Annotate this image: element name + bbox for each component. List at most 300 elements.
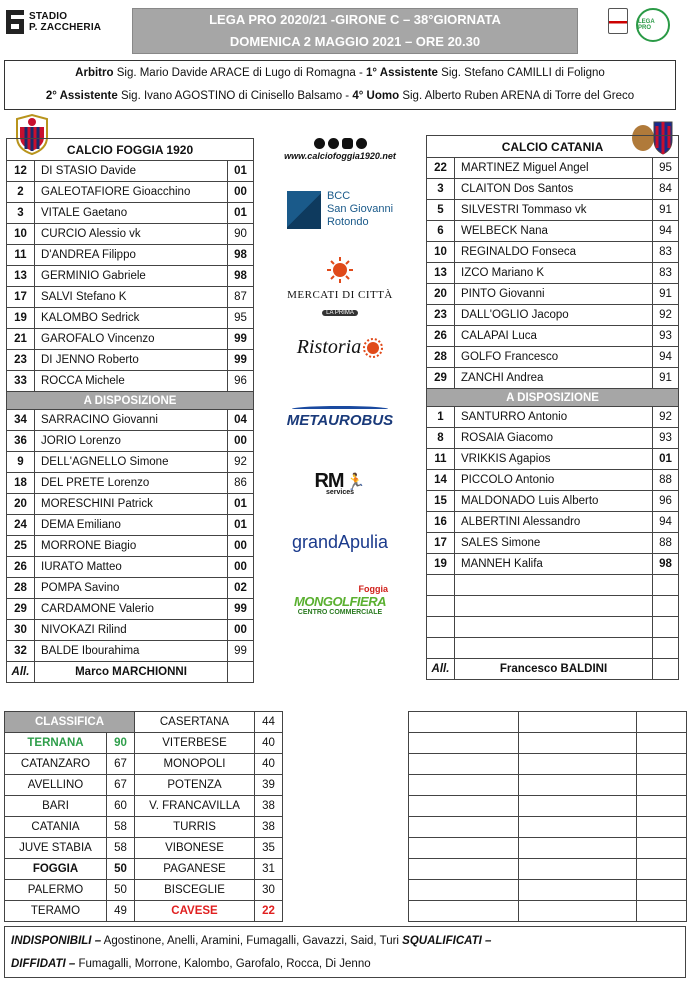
unavailable-line: INDISPONIBILI – Agostinone, Anelli, Aramini, Fumagalli, Gavazzi, Said, Turi SQUALIFICATI – (11, 935, 492, 947)
player-row (7, 350, 254, 371)
standings-row (5, 859, 283, 880)
instagram-icon (342, 138, 353, 149)
blank-cell (519, 754, 637, 775)
team-name: VITERBESE (135, 733, 255, 754)
blank-cell (637, 901, 687, 922)
player-name: ZANCHI Andrea (455, 368, 653, 389)
blank-cell (409, 859, 519, 880)
player-name: DI JENNO Roberto (35, 350, 228, 371)
substitute-row (7, 641, 254, 662)
substitute-row (427, 533, 679, 554)
player-name: IZCO Mariano K (455, 263, 653, 284)
shirt-number: 13 (7, 266, 35, 287)
blank-cell (519, 817, 637, 838)
blank-cell (519, 796, 637, 817)
birth-year: 88 (653, 470, 679, 491)
birth-year: 94 (653, 221, 679, 242)
shirt-number: 16 (427, 512, 455, 533)
player-name: CLAITON Dos Santos (455, 179, 653, 200)
player-name: GALEOTAFIORE Gioacchino (35, 182, 228, 203)
birth-year: 00 (228, 182, 254, 203)
empty-row (427, 617, 679, 638)
birth-year: 98 (228, 245, 254, 266)
empty-cell (455, 617, 653, 638)
mongolfiera-sponsor: Foggia MONGOLFIERA CENTRO COMMERCIALE (294, 584, 388, 616)
coach-name: Marco MARCHIONNI (35, 662, 228, 683)
shirt-number: 25 (7, 536, 35, 557)
player-row (7, 329, 254, 350)
birth-year: 84 (653, 179, 679, 200)
empty-cell (653, 575, 679, 596)
metaurobus-sponsor: METAUROBUS (278, 406, 402, 429)
lega-pro-logo-icon: LEGA PRO (636, 8, 670, 42)
player-name: GAROFALO Vincenzo (35, 329, 228, 350)
player-name: KALOMBO Sedrick (35, 308, 228, 329)
player-name: SILVESTRI Tommaso vk (455, 200, 653, 221)
blank-cell (637, 838, 687, 859)
blank-cell (637, 796, 687, 817)
standings-table (4, 711, 283, 922)
player-name: POMPA Savino (35, 578, 228, 599)
shirt-number: 11 (427, 449, 455, 470)
birth-year: 91 (653, 200, 679, 221)
birth-year: 01 (653, 449, 679, 470)
standings-row (5, 838, 283, 859)
blank-row (409, 880, 687, 901)
team-points: 40 (255, 733, 283, 754)
team-points: 30 (255, 880, 283, 901)
player-row (7, 287, 254, 308)
away-team-title-row (427, 136, 679, 158)
stadium-icon (6, 10, 26, 34)
player-name: D'ANDREA Filippo (35, 245, 228, 266)
substitute-row (7, 578, 254, 599)
shirt-number: 17 (427, 533, 455, 554)
blank-cell (409, 775, 519, 796)
substitute-row (427, 512, 679, 533)
shirt-number: 12 (7, 161, 35, 182)
substitute-row (7, 431, 254, 452)
bcc-sponsor (278, 190, 402, 229)
standings-row (5, 817, 283, 838)
player-name: CURCIO Alessio vk (35, 224, 228, 245)
social-icons (278, 138, 402, 149)
player-name: WELBECK Nana (455, 221, 653, 242)
empty-cell (455, 638, 653, 659)
team-points: 67 (107, 775, 135, 796)
blank-cell (519, 838, 637, 859)
birth-year: 01 (228, 161, 254, 182)
player-name: GERMINIO Gabriele (35, 266, 228, 287)
player-name: DI STASIO Davide (35, 161, 228, 182)
birth-year: 04 (228, 410, 254, 431)
birth-year: 83 (653, 263, 679, 284)
standings-row (5, 754, 283, 775)
blank-cell (519, 775, 637, 796)
team-name: CASERTANA (135, 712, 255, 733)
team-name: CATANIA (5, 817, 107, 838)
substitute-row (7, 494, 254, 515)
birth-year: 92 (653, 407, 679, 428)
birth-year: 83 (653, 242, 679, 263)
substitute-row (7, 452, 254, 473)
substitute-row (7, 515, 254, 536)
shirt-number: 3 (427, 179, 455, 200)
empty-cell (653, 617, 679, 638)
empty-cell (427, 617, 455, 638)
substitute-row (427, 491, 679, 512)
shirt-number: 34 (7, 410, 35, 431)
empty-cell (427, 596, 455, 617)
team-points: 49 (107, 901, 135, 922)
blank-cell (637, 817, 687, 838)
runner-icon: 🏃 (345, 473, 366, 491)
match-date: DOMENICA 2 MAGGIO 2021 – ORE 20.30 (229, 34, 481, 49)
team-name: BARI (5, 796, 107, 817)
player-row (7, 371, 254, 392)
birth-year: 93 (653, 428, 679, 449)
team-name: CATANZARO (5, 754, 107, 775)
shirt-number: 36 (7, 431, 35, 452)
stadium-name: STADIO P. ZACCHERIA (29, 11, 102, 33)
home-team-name: CALCIO FOGGIA 1920 (7, 139, 254, 161)
birth-year: 96 (228, 371, 254, 392)
team-points: 67 (107, 754, 135, 775)
birth-year: 99 (228, 329, 254, 350)
player-row (7, 266, 254, 287)
substitute-row (427, 449, 679, 470)
shirt-number: 19 (7, 308, 35, 329)
shirt-number: 24 (7, 515, 35, 536)
coach-label: All. (427, 659, 455, 680)
player-row (427, 242, 679, 263)
empty-row (427, 596, 679, 617)
blank-row (409, 817, 687, 838)
shirt-number: 28 (427, 347, 455, 368)
team-points: 58 (107, 817, 135, 838)
blank-cell (637, 712, 687, 733)
twitter-icon (328, 138, 339, 149)
birth-year: 98 (228, 266, 254, 287)
birth-year: 94 (653, 347, 679, 368)
player-name: VRIKKIS Agapios (455, 449, 653, 470)
team-points: 60 (107, 796, 135, 817)
substitute-row (427, 470, 679, 491)
shirt-number: 17 (7, 287, 35, 308)
team-points: 50 (107, 859, 135, 880)
shirt-number: 13 (427, 263, 455, 284)
shirt-number: 23 (7, 350, 35, 371)
player-row (427, 368, 679, 389)
player-name: MORESCHINI Patrick (35, 494, 228, 515)
birth-year: 95 (653, 158, 679, 179)
shirt-number: 28 (7, 578, 35, 599)
blank-cell (409, 733, 519, 754)
team-points: 40 (255, 754, 283, 775)
blank-row (409, 796, 687, 817)
officials-line-2: 2° Assistente Sig. Ivano AGOSTINO di Cinisello Balsamo - 4° Uomo Sig. Alberto Ruben ARENA di Torre del Greco (45, 90, 635, 102)
player-name: MANNEH Kalifa (455, 554, 653, 575)
player-row (427, 179, 679, 200)
shirt-number: 18 (7, 473, 35, 494)
shirt-number: 11 (7, 245, 35, 266)
substitutes-header-row (427, 389, 679, 407)
team-name: POTENZA (135, 775, 255, 796)
blank-cell (519, 859, 637, 880)
team-name: FOGGIA (5, 859, 107, 880)
shirt-number: 21 (7, 329, 35, 350)
player-name: ALBERTINI Alessandro (455, 512, 653, 533)
player-name: DALL'OGLIO Jacopo (455, 305, 653, 326)
bcc-logo-icon (287, 191, 321, 229)
blank-row (409, 712, 687, 733)
stadium-block (6, 10, 101, 34)
shirt-number: 9 (7, 452, 35, 473)
player-name: DELL'AGNELLO Simone (35, 452, 228, 473)
mercati-sponsor: MERCATI DI CITTÀ LA PRIMA (278, 256, 402, 319)
shirt-number: 19 (427, 554, 455, 575)
blank-cell (409, 880, 519, 901)
ristoria-sponsor: Ristoria (278, 336, 402, 359)
team-points: 35 (255, 838, 283, 859)
team-name: BISCEGLIE (135, 880, 255, 901)
officials-line-1: Arbitro Sig. Mario Davide ARACE di Lugo di Romagna - 1° Assistente Sig. Stefano CAMILLI di Foligno (75, 67, 605, 79)
birth-year: 87 (228, 287, 254, 308)
birth-year: 90 (228, 224, 254, 245)
shirt-number: 30 (7, 620, 35, 641)
team-points: 58 (107, 838, 135, 859)
substitute-row (7, 473, 254, 494)
player-row (7, 308, 254, 329)
blank-row (409, 754, 687, 775)
player-name: SARRACINO Giovanni (35, 410, 228, 431)
birth-year: 92 (653, 305, 679, 326)
birth-year: 93 (653, 326, 679, 347)
team-points: 90 (107, 733, 135, 754)
player-row (427, 158, 679, 179)
player-name: CARDAMONE Valerio (35, 599, 228, 620)
standings-row (5, 901, 283, 922)
birth-year: 00 (228, 557, 254, 578)
player-name: BALDE Ibourahima (35, 641, 228, 662)
team-name: V. FRANCAVILLA (135, 796, 255, 817)
team-points: 38 (255, 796, 283, 817)
empty-cell (427, 638, 455, 659)
officials-box (4, 60, 676, 110)
player-row (427, 326, 679, 347)
team-points: 38 (255, 817, 283, 838)
player-name: SALES Simone (455, 533, 653, 554)
notes-box (4, 926, 686, 978)
player-name: ROSAIA Giacomo (455, 428, 653, 449)
blank-cell (519, 880, 637, 901)
empty-cell (653, 659, 679, 680)
player-row (427, 263, 679, 284)
shirt-number: 2 (7, 182, 35, 203)
shirt-number: 8 (427, 428, 455, 449)
player-name: MALDONADO Luis Alberto (455, 491, 653, 512)
player-name: SANTURRO Antonio (455, 407, 653, 428)
grandapulia-sponsor: grandApulia (291, 532, 389, 552)
blank-cell (637, 859, 687, 880)
league-title: LEGA PRO 2020/21 -GIRONE C – 38°GIORNATA (209, 12, 501, 27)
shirt-number: 26 (7, 557, 35, 578)
blank-cell (409, 901, 519, 922)
birth-year: 00 (228, 620, 254, 641)
blank-cell (409, 796, 519, 817)
blank-cell (637, 754, 687, 775)
blank-row (409, 775, 687, 796)
standings-row (5, 775, 283, 796)
youtube-icon (356, 138, 367, 149)
player-row (427, 347, 679, 368)
player-name: PINTO Giovanni (455, 284, 653, 305)
shirt-number: 15 (427, 491, 455, 512)
standings-row (5, 796, 283, 817)
coach-row (427, 659, 679, 680)
website-link[interactable]: www.calciofoggia1920.net (284, 151, 396, 161)
player-name: PICCOLO Antonio (455, 470, 653, 491)
team-points: 22 (255, 901, 283, 922)
ristoria-sun-icon (363, 338, 383, 358)
player-name: MORRONE Biagio (35, 536, 228, 557)
league-logos (608, 8, 670, 42)
blank-row (409, 859, 687, 880)
team-name: JUVE STABIA (5, 838, 107, 859)
birth-year: 01 (228, 203, 254, 224)
substitute-row (427, 428, 679, 449)
birth-year: 01 (228, 515, 254, 536)
standings-row (5, 712, 283, 733)
birth-year: 95 (228, 308, 254, 329)
substitutes-header: A DISPOSIZIONE (7, 392, 254, 410)
team-points: 44 (255, 712, 283, 733)
birth-year: 86 (228, 473, 254, 494)
standings-row (5, 733, 283, 754)
shirt-number: 1 (427, 407, 455, 428)
team-points: 39 (255, 775, 283, 796)
standings-row (5, 880, 283, 901)
player-name: VITALE Gaetano (35, 203, 228, 224)
shirt-number: 29 (7, 599, 35, 620)
blank-cell (519, 901, 637, 922)
substitute-row (427, 554, 679, 575)
substitute-row (7, 536, 254, 557)
coach-row (7, 662, 254, 683)
shirt-number: 20 (7, 494, 35, 515)
team-name: TURRIS (135, 817, 255, 838)
shirt-number: 23 (427, 305, 455, 326)
team-name: TERAMO (5, 901, 107, 922)
birth-year: 00 (228, 431, 254, 452)
player-row (7, 182, 254, 203)
empty-cell (228, 662, 254, 683)
substitute-row (7, 557, 254, 578)
sun-icon (325, 256, 355, 284)
shirt-number: 10 (7, 224, 35, 245)
coach-label: All. (7, 662, 35, 683)
blank-cell (409, 817, 519, 838)
shirt-number: 32 (7, 641, 35, 662)
facebook-icon (314, 138, 325, 149)
team-points: 31 (255, 859, 283, 880)
birth-year: 99 (228, 350, 254, 371)
rm-sponsor: RM 🏃 services (314, 470, 366, 496)
shirt-number: 5 (427, 200, 455, 221)
team-name: AVELLINO (5, 775, 107, 796)
shirt-number: 20 (427, 284, 455, 305)
substitute-row (427, 407, 679, 428)
blank-cell (409, 838, 519, 859)
blank-cell (637, 733, 687, 754)
blank-cell (409, 712, 519, 733)
birth-year: 00 (228, 536, 254, 557)
team-name: CAVESE (135, 901, 255, 922)
birth-year: 01 (228, 494, 254, 515)
substitutes-header-row (7, 392, 254, 410)
coppa-logo-icon (608, 8, 628, 34)
empty-cell (455, 575, 653, 596)
blank-cell (637, 880, 687, 901)
blank-row (409, 901, 687, 922)
player-name: DEL PRETE Lorenzo (35, 473, 228, 494)
player-row (427, 305, 679, 326)
substitute-row (7, 410, 254, 431)
birth-year: 91 (653, 284, 679, 305)
blank-cell (519, 712, 637, 733)
team-name: PAGANESE (135, 859, 255, 880)
shirt-number: 14 (427, 470, 455, 491)
birth-year: 02 (228, 578, 254, 599)
player-name: SALVI Stefano K (35, 287, 228, 308)
player-name: MARTINEZ Miguel Angel (455, 158, 653, 179)
player-name: CALAPAI Luca (455, 326, 653, 347)
standings-header: CLASSIFICA (5, 712, 135, 733)
birth-year: 88 (653, 533, 679, 554)
shirt-number: 26 (427, 326, 455, 347)
home-team-title-row (7, 139, 254, 161)
blank-cell (409, 754, 519, 775)
blank-row (409, 838, 687, 859)
team-name: VIBONESE (135, 838, 255, 859)
player-row (7, 224, 254, 245)
shirt-number: 29 (427, 368, 455, 389)
player-name: GOLFO Francesco (455, 347, 653, 368)
shirt-number: 22 (427, 158, 455, 179)
substitute-row (7, 620, 254, 641)
home-lineup-table (6, 138, 254, 683)
empty-cell (653, 638, 679, 659)
match-banner (132, 8, 578, 54)
team-name: MONOPOLI (135, 754, 255, 775)
coach-name: Francesco BALDINI (455, 659, 653, 680)
empty-row (427, 638, 679, 659)
team-name: PALERMO (5, 880, 107, 901)
team-name: TERNANA (5, 733, 107, 754)
birth-year: 98 (653, 554, 679, 575)
player-name: REGINALDO Fonseca (455, 242, 653, 263)
birth-year: 94 (653, 512, 679, 533)
blank-grid (408, 711, 687, 922)
empty-cell (653, 596, 679, 617)
shirt-number: 33 (7, 371, 35, 392)
player-row (427, 284, 679, 305)
birth-year: 99 (228, 599, 254, 620)
player-name: IURATO Matteo (35, 557, 228, 578)
substitute-row (7, 599, 254, 620)
player-name: NIVOKAZI Rilind (35, 620, 228, 641)
birth-year: 99 (228, 641, 254, 662)
